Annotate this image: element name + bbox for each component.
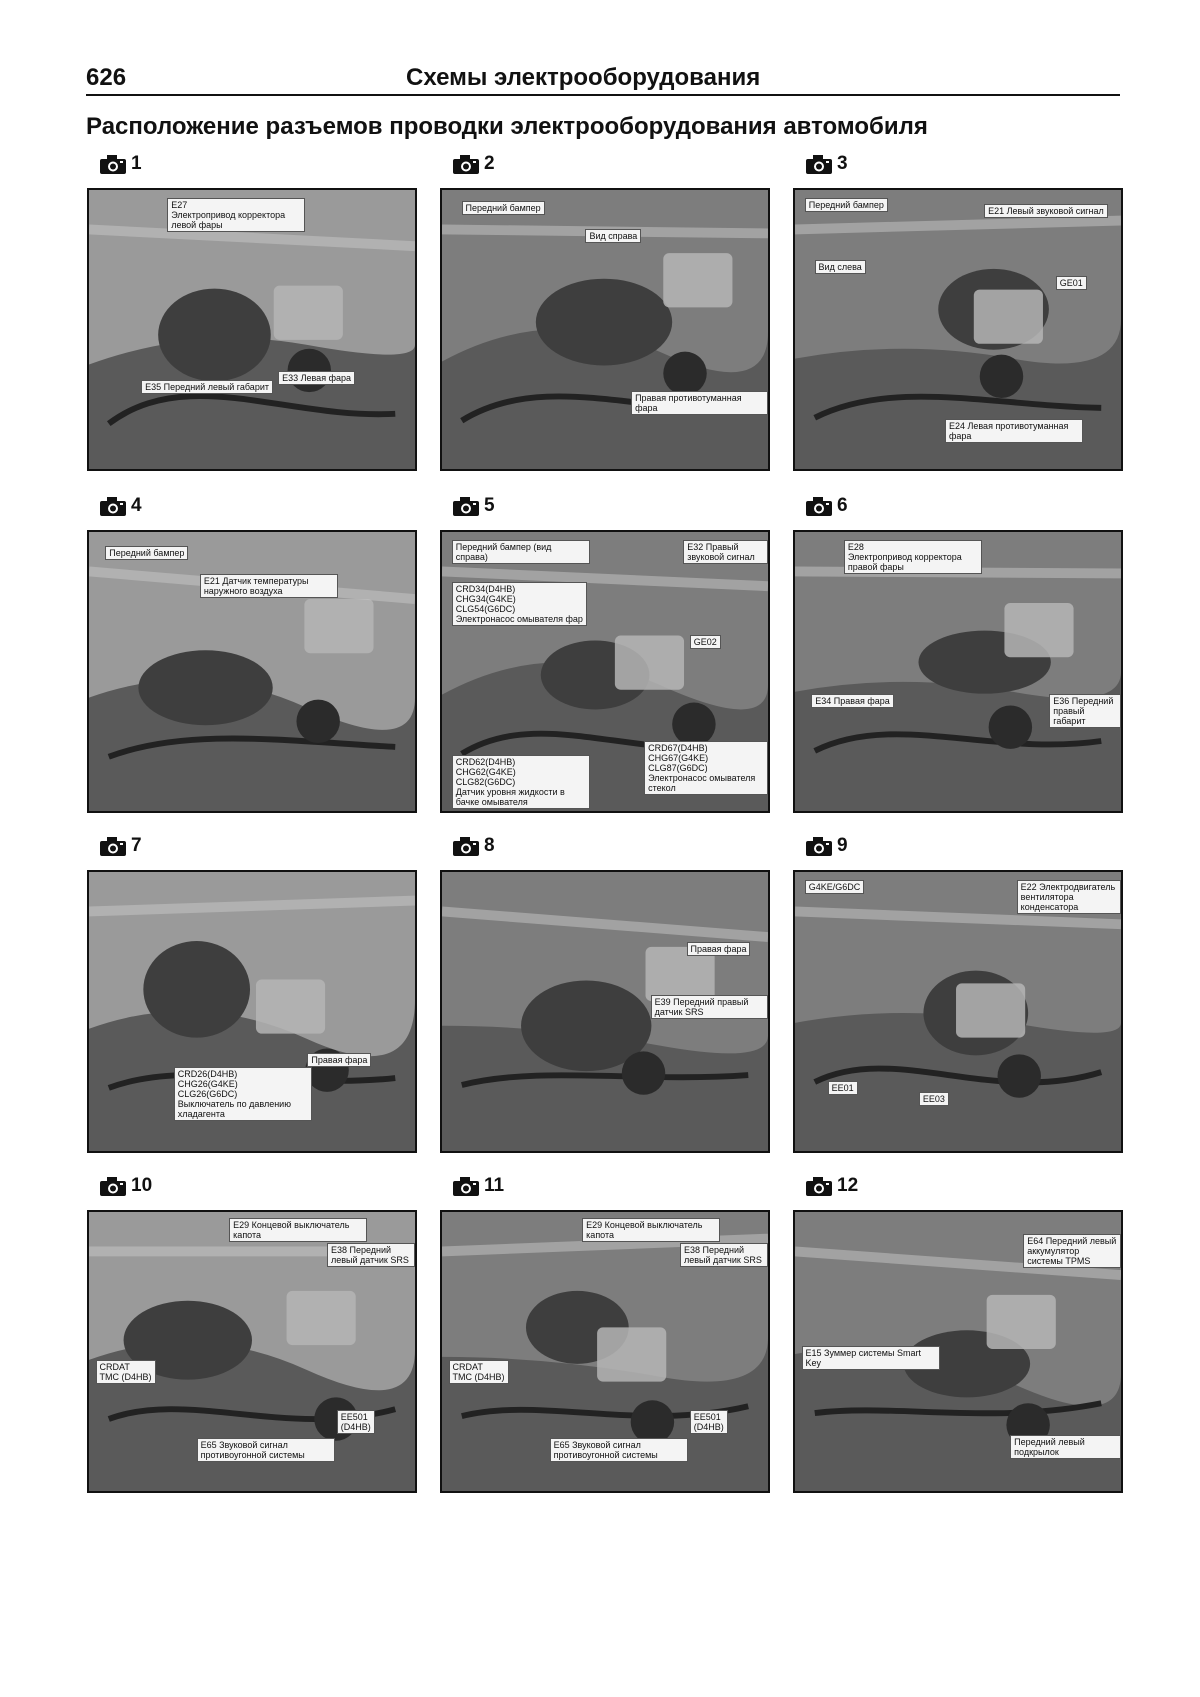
photo-8 bbox=[440, 870, 770, 1153]
photo-number: 4 bbox=[131, 495, 142, 516]
camera-icon bbox=[99, 835, 127, 857]
connector-callout: GE01 bbox=[1056, 276, 1087, 290]
camera-icon bbox=[452, 835, 480, 857]
connector-callout: Е65 Звуковой сигнал противоугонной системы bbox=[197, 1438, 335, 1462]
photo-6 bbox=[793, 530, 1123, 813]
connector-callout: CRD26(D4HB) CHG26(G4KE) CLG26(G6DC) Выключатель по давлению хладагента bbox=[174, 1067, 312, 1121]
photo-4 bbox=[87, 530, 417, 813]
photo-number: 12 bbox=[837, 1175, 859, 1196]
connector-callout: EE501 (D4HB) bbox=[690, 1410, 728, 1434]
connector-callout: CRD62(D4HB) CHG62(G4KE) CLG82(G6DC) Датчик уровня жидкости в бачке омывателя bbox=[452, 755, 590, 809]
connector-callout: CRDAT TMC (D4HB) bbox=[449, 1360, 509, 1384]
connector-callout: CRD67(D4HB) CHG67(G4KE) CLG87(G6DC) Электронасос омывателя стекол bbox=[644, 741, 768, 795]
photo-label bbox=[99, 834, 142, 858]
connector-callout: Передний бампер bbox=[105, 546, 188, 560]
photo-number: 1 bbox=[131, 153, 142, 174]
photo-number: 7 bbox=[131, 835, 142, 856]
connector-callout: Е38 Передний левый датчик SRS bbox=[680, 1243, 768, 1267]
photo-label bbox=[805, 152, 848, 176]
connector-callout: EE01 bbox=[828, 1081, 858, 1095]
photo-1 bbox=[87, 188, 417, 471]
photo-label bbox=[452, 1174, 504, 1198]
connector-callout: Передний бампер bbox=[805, 198, 888, 212]
connector-callout: Е29 Концевой выключатель капота bbox=[582, 1218, 720, 1242]
page-number: 626 bbox=[86, 64, 127, 91]
section-title: Схемы электрооборудования bbox=[406, 64, 761, 91]
camera-icon bbox=[805, 1175, 833, 1197]
photo-5 bbox=[440, 530, 770, 813]
connector-callout: Передний левый подкрылок bbox=[1010, 1435, 1121, 1459]
connector-callout: Вид слева bbox=[815, 260, 866, 274]
connector-callout: Е21 Датчик температуры наружного воздуха bbox=[200, 574, 338, 598]
camera-icon bbox=[805, 835, 833, 857]
photo-7 bbox=[87, 870, 417, 1153]
photo-10 bbox=[87, 1210, 417, 1493]
photo-number: 2 bbox=[484, 153, 495, 174]
camera-icon bbox=[99, 153, 127, 175]
camera-icon bbox=[805, 153, 833, 175]
photo-number: 11 bbox=[484, 1175, 505, 1196]
connector-callout: CRD34(D4HB) CHG34(G4KE) CLG54(G6DC) Электронасос омывателя фар bbox=[452, 582, 587, 626]
connector-callout: CRDAT TMC (D4HB) bbox=[96, 1360, 156, 1384]
photo-11 bbox=[440, 1210, 770, 1493]
connector-callout: Правая фара bbox=[687, 942, 751, 956]
camera-icon bbox=[805, 495, 833, 517]
camera-icon bbox=[452, 153, 480, 175]
photo-label bbox=[452, 834, 495, 858]
camera-icon bbox=[99, 495, 127, 517]
photo-label bbox=[99, 152, 142, 176]
camera-icon bbox=[452, 1175, 480, 1197]
photo-label bbox=[452, 494, 495, 518]
connector-callout: Е64 Передний левый аккумулятор системы TPMS bbox=[1023, 1234, 1121, 1268]
photo-number: 6 bbox=[837, 495, 848, 516]
photo-label bbox=[805, 494, 848, 518]
page-header bbox=[86, 64, 1120, 96]
connector-callout: G4KE/G6DC bbox=[805, 880, 865, 894]
connector-callout: Е22 Электродвигатель вентилятора конденсатора bbox=[1017, 880, 1121, 914]
connector-callout: Е32 Правый звуковой сигнал bbox=[683, 540, 768, 564]
connector-callout: Передний бампер (вид справа) bbox=[452, 540, 590, 564]
photo-number: 9 bbox=[837, 835, 848, 856]
photo-label bbox=[452, 152, 495, 176]
photo-3 bbox=[793, 188, 1123, 471]
connector-callout: Правая противотуманная фара bbox=[631, 391, 768, 415]
connector-callout: Е34 Правая фара bbox=[811, 694, 893, 708]
connector-callout: Е65 Звуковой сигнал противоугонной системы bbox=[550, 1438, 688, 1462]
photo-label bbox=[99, 1174, 152, 1198]
connector-callout: Правая фара bbox=[307, 1053, 371, 1067]
connector-callout: GE02 bbox=[690, 635, 721, 649]
photo-12 bbox=[793, 1210, 1123, 1493]
connector-callout: Е29 Концевой выключатель капота bbox=[229, 1218, 367, 1242]
connector-callout: Е21 Левый звуковой сигнал bbox=[984, 204, 1108, 218]
photo-number: 8 bbox=[484, 835, 495, 856]
connector-callout: Передний бампер bbox=[462, 201, 545, 215]
connector-callout: Е35 Передний левый габарит bbox=[141, 380, 273, 394]
photo-label bbox=[805, 834, 848, 858]
photo-number: 3 bbox=[837, 153, 848, 174]
connector-callout: Е39 Передний правый датчик SRS bbox=[651, 995, 768, 1019]
connector-callout: Е38 Передний левый датчик SRS bbox=[327, 1243, 415, 1267]
photo-9 bbox=[793, 870, 1123, 1153]
camera-icon bbox=[99, 1175, 127, 1197]
connector-callout: Вид справа bbox=[585, 229, 641, 243]
photo-2 bbox=[440, 188, 770, 471]
connector-callout: Е27 Электропривод корректора левой фары bbox=[167, 198, 305, 232]
photo-label bbox=[805, 1174, 858, 1198]
photo-label bbox=[99, 494, 142, 518]
connector-callout: Е15 Зуммер системы Smart Key bbox=[802, 1346, 940, 1370]
photo-number: 5 bbox=[484, 495, 495, 516]
connector-callout: Е28 Электропривод корректора правой фары bbox=[844, 540, 982, 574]
connector-callout: Е24 Левая противотуманная фара bbox=[945, 419, 1083, 443]
photo-number: 10 bbox=[131, 1175, 153, 1196]
camera-icon bbox=[452, 495, 480, 517]
page-title: Расположение разъемов проводки электрооборудования автомобиля bbox=[86, 113, 928, 140]
connector-callout: EE03 bbox=[919, 1092, 949, 1106]
connector-callout: Е33 Левая фара bbox=[278, 371, 355, 385]
connector-callout: EE501 (D4HB) bbox=[337, 1410, 375, 1434]
connector-callout: Е36 Передний правый габарит bbox=[1049, 694, 1121, 728]
